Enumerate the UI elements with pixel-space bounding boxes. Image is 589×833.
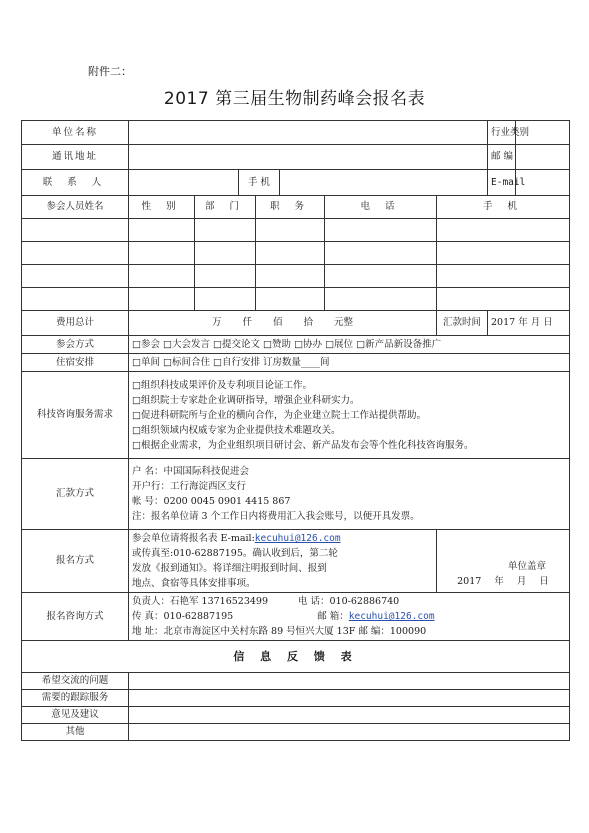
remit-method-label: 汇款方式 [22, 459, 129, 530]
attendee-row [22, 265, 570, 288]
postcode-label: 邮 编 [488, 145, 516, 170]
attendee-gender-cell[interactable] [129, 288, 195, 311]
register-line-4: 地点、食宿等具体安排事项。 [132, 578, 256, 589]
consult-option[interactable]: □组织科技成果评价及专利项目论证工作。 [132, 379, 312, 391]
attendee-department-cell[interactable] [195, 265, 256, 288]
address-field[interactable] [129, 145, 488, 170]
attend-mode-label: 参会方式 [22, 336, 129, 354]
fee-total-label: 费用总计 [22, 311, 129, 336]
form-title: 2017 第三届生物制药峰会报名表 [163, 89, 426, 109]
attendee-gender-cell[interactable] [129, 265, 195, 288]
stamp-area [437, 530, 570, 593]
attendee-phone-cell[interactable] [325, 219, 437, 242]
stamp-date: 2017 年 月 日 [457, 576, 549, 587]
mobile-header: 手 机 [437, 196, 570, 219]
email-label: E-mail [488, 170, 516, 196]
contact-address: 地 址：北京市海淀区中关村东路 89 号恒兴大厦 13F 邮 编：100090 [132, 626, 427, 637]
feedback-field-followup[interactable] [129, 690, 570, 707]
option-attend[interactable]: □参会 [132, 338, 160, 350]
fee-amount-field[interactable]: 万 仟 佰 拾 元整 [129, 311, 437, 336]
contact-person: 负责人：石艳军 13716523499 [132, 596, 269, 607]
attendee-phone-cell[interactable] [325, 288, 437, 311]
contact-mobile-field[interactable] [280, 170, 488, 196]
attendee-row [22, 219, 570, 242]
register-line-3: 发放《报到通知》。将详细注明报到时间、报到 [132, 563, 327, 574]
feedback-label-other: 其他 [22, 724, 129, 741]
attendee-mobile-cell[interactable] [437, 219, 570, 242]
attendee-row [22, 242, 570, 265]
contact-fax: 传 真：010-62887195 [132, 611, 234, 622]
attendee-department-cell[interactable] [195, 288, 256, 311]
bank-name: 开户行：工行海淀西区支行 [132, 481, 247, 492]
account-number: 帐 号：0200 0045 0901 4415 867 [132, 496, 291, 507]
attendee-mobile-cell[interactable] [437, 242, 570, 265]
option-paper[interactable]: □提交论文 [213, 338, 261, 350]
address-label: 通讯地址 [22, 145, 129, 170]
attendee-name-header: 参会人员姓名 [22, 196, 129, 219]
option-speech[interactable]: □大会发言 [163, 338, 210, 350]
feedback-label-questions: 希望交流的问题 [22, 673, 129, 690]
account-name: 户 名：中国国际科技促进会 [132, 466, 250, 477]
attachment-label: 附件二： [88, 65, 132, 78]
attendee-position-cell[interactable] [256, 242, 325, 265]
attendee-mobile-cell[interactable] [437, 288, 570, 311]
option-shared-room[interactable]: □标间合住 [163, 356, 210, 368]
remit-details [129, 459, 570, 530]
attendee-gender-cell[interactable] [129, 219, 195, 242]
attendee-name-cell[interactable] [22, 219, 129, 242]
industry-label: 行业类别 [488, 121, 516, 145]
feedback-title: 信 息 反 馈 表 [22, 641, 570, 673]
gender-header: 性 别 [129, 196, 195, 219]
feedback-field-other[interactable] [129, 724, 570, 741]
attendee-mobile-cell[interactable] [437, 265, 570, 288]
feedback-field-suggestions[interactable] [129, 707, 570, 724]
attendee-department-cell[interactable] [195, 219, 256, 242]
option-self-arrange[interactable]: □自行安排 [213, 356, 261, 368]
feedback-field-questions[interactable] [129, 673, 570, 690]
attendee-position-cell[interactable] [256, 219, 325, 242]
register-line-1: 参会单位请将报名表 E-mail: [132, 533, 255, 544]
department-header: 部 门 [195, 196, 256, 219]
feedback-label-followup: 需要的跟踪服务 [22, 690, 129, 707]
consult-option[interactable]: □根据企业需求，为企业组织项目研讨会、新产品发布会等个性化科技咨询服务。 [132, 439, 474, 451]
register-consult-label: 报名咨询方式 [22, 593, 129, 641]
attendee-phone-cell[interactable] [325, 242, 437, 265]
attendee-gender-cell[interactable] [129, 242, 195, 265]
consult-contact [129, 593, 570, 641]
attendee-name-cell[interactable] [22, 265, 129, 288]
lodging-options [129, 354, 570, 372]
contact-mobile-label: 手 机 [239, 170, 280, 196]
contact-phone: 电 话：010-62886740 [298, 596, 400, 607]
position-header: 职 务 [256, 196, 325, 219]
option-product-promotion[interactable]: □新产品新设备推广 [356, 338, 442, 350]
register-details [129, 530, 437, 593]
contact-field[interactable] [129, 170, 239, 196]
register-email-link[interactable]: kecuhui@126.com [254, 533, 341, 544]
attendee-department-cell[interactable] [195, 242, 256, 265]
feedback-label-suggestions: 意见及建议 [22, 707, 129, 724]
attendee-row [22, 288, 570, 311]
register-method-label: 报名方式 [22, 530, 129, 593]
option-booth[interactable]: □展位 [325, 338, 354, 350]
consult-option[interactable]: □组织领域内权威专家为企业提供技术难题攻关。 [132, 424, 341, 436]
attendee-phone-cell[interactable] [325, 265, 437, 288]
remit-time-label: 汇款时间 [437, 311, 488, 336]
consult-option[interactable]: □促进科研院所与企业的横向合作，为企业建立院士工作站提供帮助。 [132, 409, 426, 421]
phone-header: 电 话 [325, 196, 437, 219]
lodging-label: 住宿安排 [22, 354, 129, 372]
contact-mailbox-link[interactable]: kecuhui@126.com [348, 611, 435, 622]
unit-name-label: 单位名称 [22, 121, 129, 145]
stamp-label: 单位盖章 [507, 561, 546, 572]
consult-services-label: 科技咨询服务需求 [22, 372, 129, 459]
attendee-name-cell[interactable] [22, 242, 129, 265]
option-sponsor[interactable]: □赞助 [263, 338, 292, 350]
contact-label: 联 系 人 [22, 170, 129, 196]
unit-name-field[interactable] [129, 121, 488, 145]
registration-form [21, 120, 570, 741]
consult-option[interactable]: □组织院士专家赴企业调研指导，增强企业科研实力。 [132, 394, 360, 406]
option-single-room[interactable]: □单间 [132, 356, 160, 368]
register-line-2: 或传真至:010-62887195。确认收到后，第二轮 [132, 548, 338, 559]
attendee-position-cell[interactable] [256, 288, 325, 311]
option-co-organize[interactable]: □协办 [294, 338, 323, 350]
room-count-field[interactable]: 订房数量____间 [263, 356, 330, 368]
attendee-position-cell[interactable] [256, 265, 325, 288]
remit-date-field[interactable]: 2017 年 月 日 [488, 311, 570, 336]
remit-note: 注：报名单位请 3 个工作日内将费用汇入我会账号，以便开具发票。 [132, 511, 420, 522]
postcode-field[interactable] [516, 145, 570, 170]
contact-mailbox-label: 邮 箱： [317, 611, 349, 622]
attendee-name-cell[interactable] [22, 288, 129, 311]
consult-options [129, 372, 570, 459]
attend-options [129, 336, 570, 354]
